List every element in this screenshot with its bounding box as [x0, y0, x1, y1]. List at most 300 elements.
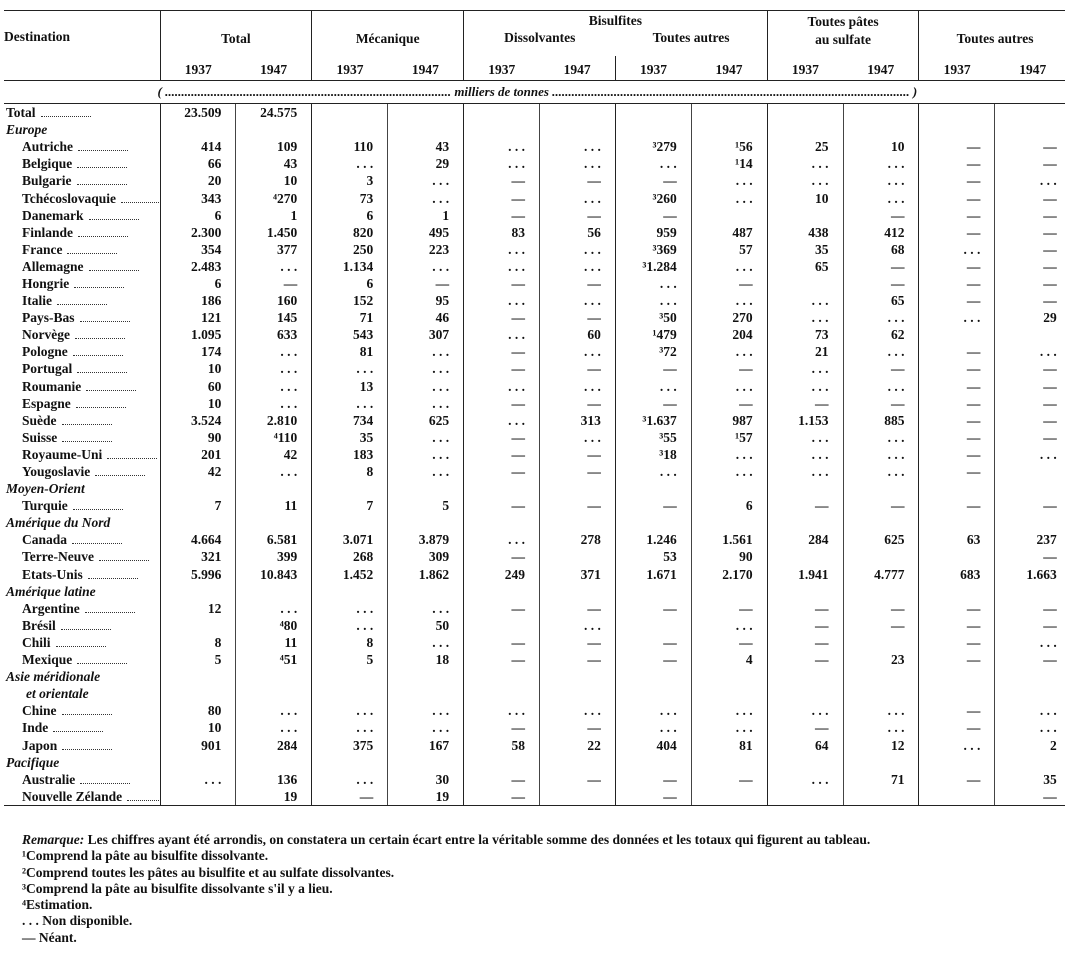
table-cell: 8	[160, 634, 236, 651]
statistics-table-container	[4, 10, 1061, 806]
remark	[4, 832, 1059, 848]
table-cell	[843, 788, 919, 805]
table-cell	[160, 754, 236, 771]
table-cell: —	[995, 548, 1065, 565]
table-cell: —	[539, 360, 615, 377]
header-toutes-autres: Toutes autres	[919, 11, 1065, 57]
table-cell: —	[767, 634, 843, 651]
unit-row: ( ........................................................................................ milliers de tonnes .............................................................................................................. )	[4, 81, 1065, 104]
table-cell: —	[995, 241, 1065, 258]
table-cell: 307	[388, 326, 464, 343]
table-row	[4, 531, 1065, 548]
row-header	[4, 480, 160, 497]
table-cell	[312, 685, 388, 702]
table-cell: —	[919, 617, 995, 634]
table-cell: ⁴270	[236, 189, 312, 206]
table-cell	[691, 207, 767, 224]
table-cell	[388, 583, 464, 600]
table-cell: . . .	[767, 292, 843, 309]
table-cell	[236, 121, 312, 138]
table-cell	[312, 514, 388, 531]
row-header	[4, 138, 160, 155]
table-cell: . . .	[388, 446, 464, 463]
table-cell: . . .	[691, 292, 767, 309]
country-name: Brésil	[22, 617, 56, 633]
dot-leader	[61, 620, 111, 630]
table-cell: 204	[691, 326, 767, 343]
table-cell: —	[843, 395, 919, 412]
table-cell	[691, 514, 767, 531]
table-row	[4, 207, 1065, 224]
table-cell: —	[767, 497, 843, 514]
table-cell: 3.879	[388, 531, 464, 548]
table-cell: —	[464, 429, 540, 446]
table-cell: 1.452	[312, 566, 388, 583]
table-cell: 309	[388, 548, 464, 565]
table-cell	[160, 514, 236, 531]
dot-leader	[41, 107, 91, 117]
table-cell: . . .	[995, 343, 1065, 360]
rule-cell	[4, 805, 160, 806]
table-row	[4, 258, 1065, 275]
table-cell	[919, 788, 995, 805]
table-cell: —	[615, 651, 691, 668]
header-bisulfites: Bisulfites	[464, 11, 768, 31]
row-header	[4, 224, 160, 241]
row-header	[4, 634, 160, 651]
table-cell: ³55	[615, 429, 691, 446]
table-cell: —	[464, 463, 540, 480]
table-cell: 12	[843, 736, 919, 753]
table-cell	[995, 754, 1065, 771]
table-cell	[767, 104, 843, 122]
table-cell: 343	[160, 189, 236, 206]
table-cell	[767, 275, 843, 292]
table-bottom-rule	[4, 805, 1065, 806]
table-cell: —	[995, 497, 1065, 514]
country-name: Terre-Neuve	[22, 549, 94, 565]
table-cell: 42	[236, 446, 312, 463]
table-cell	[919, 548, 995, 565]
table-cell: 160	[236, 292, 312, 309]
table-cell: 186	[160, 292, 236, 309]
table-cell	[464, 617, 540, 634]
table-cell: 109	[236, 138, 312, 155]
table-row	[4, 275, 1065, 292]
row-header	[4, 719, 160, 736]
country-name: Belgique	[22, 156, 73, 172]
table-cell: 53	[615, 548, 691, 565]
table-cell	[160, 480, 236, 497]
table-cell: —	[767, 395, 843, 412]
row-header	[4, 514, 160, 531]
table-cell: 6	[160, 275, 236, 292]
row-header	[4, 343, 160, 360]
rule-cell	[464, 805, 540, 806]
table-cell: ³279	[615, 138, 691, 155]
footnote-4: ⁴Estimation.	[22, 897, 93, 913]
table-cell: —	[919, 771, 995, 788]
rule-cell	[919, 805, 995, 806]
table-cell: . . .	[388, 343, 464, 360]
table-row	[4, 788, 1065, 805]
row-header	[4, 172, 160, 189]
table-cell: 10	[767, 189, 843, 206]
table-cell: —	[464, 275, 540, 292]
table-cell: 6	[312, 275, 388, 292]
table-cell: ⁴51	[236, 651, 312, 668]
table-cell: —	[995, 412, 1065, 429]
table-cell: 987	[691, 412, 767, 429]
table-cell: . . .	[843, 429, 919, 446]
table-cell: 10	[843, 138, 919, 155]
table-cell: 1.095	[160, 326, 236, 343]
table-cell: . . .	[312, 719, 388, 736]
dot-leader	[56, 637, 106, 647]
table-cell: . . .	[919, 241, 995, 258]
table-cell: ¹479	[615, 326, 691, 343]
table-cell	[919, 668, 995, 685]
table-cell: —	[464, 207, 540, 224]
table-cell: . . .	[388, 378, 464, 395]
country-name: Argentine	[22, 600, 80, 616]
table-cell	[919, 326, 995, 343]
dot-leader	[62, 415, 112, 425]
table-row	[4, 429, 1065, 446]
table-cell	[919, 121, 995, 138]
table-cell: 10	[160, 360, 236, 377]
table-cell: 487	[691, 224, 767, 241]
table-cell: . . .	[388, 702, 464, 719]
legend-nil: — Néant.	[22, 929, 77, 945]
header-year: 1947	[388, 56, 464, 81]
table-cell: . . .	[767, 172, 843, 189]
table-cell: 23.509	[160, 104, 236, 122]
dot-leader	[107, 449, 157, 459]
table-cell: —	[464, 360, 540, 377]
table-cell	[539, 514, 615, 531]
table-cell: 313	[539, 412, 615, 429]
table-cell: 12	[160, 600, 236, 617]
table-cell	[843, 668, 919, 685]
table-cell: 284	[236, 736, 312, 753]
table-cell: . . .	[767, 378, 843, 395]
table-cell: —	[539, 446, 615, 463]
table-cell: . . .	[312, 155, 388, 172]
table-cell	[843, 548, 919, 565]
country-name: Suisse	[22, 429, 58, 445]
table-cell: ¹56	[691, 138, 767, 155]
table-cell: . . .	[464, 155, 540, 172]
table-row	[4, 736, 1065, 753]
table-cell: —	[539, 719, 615, 736]
table-cell: . . .	[388, 360, 464, 377]
table-cell: 121	[160, 309, 236, 326]
dot-leader	[62, 705, 112, 715]
table-cell: 60	[160, 378, 236, 395]
table-cell	[236, 685, 312, 702]
table-cell: —	[539, 497, 615, 514]
table-cell: 3	[312, 172, 388, 189]
table-cell: . . .	[691, 463, 767, 480]
table-cell: —	[919, 378, 995, 395]
table-cell: 354	[160, 241, 236, 258]
table-cell: 46	[388, 309, 464, 326]
table-cell: . . .	[236, 719, 312, 736]
table-cell	[464, 480, 540, 497]
dot-leader	[74, 278, 124, 288]
table-cell	[539, 583, 615, 600]
table-cell: —	[919, 395, 995, 412]
table-cell	[615, 480, 691, 497]
table-cell: 81	[312, 343, 388, 360]
table-cell: —	[691, 395, 767, 412]
country-name: Danemark	[22, 207, 84, 223]
table-cell	[691, 583, 767, 600]
table-cell: 30	[388, 771, 464, 788]
table-cell: . . .	[236, 702, 312, 719]
table-cell: 5	[388, 497, 464, 514]
header-year: 1937	[464, 56, 540, 81]
table-cell: ³260	[615, 189, 691, 206]
table-cell: 6	[312, 207, 388, 224]
table-row	[4, 651, 1065, 668]
table-cell: . . .	[539, 378, 615, 395]
table-cell	[995, 668, 1065, 685]
table-cell: 1	[388, 207, 464, 224]
country-name: Allemagne	[22, 258, 84, 274]
table-row	[4, 155, 1065, 172]
country-name: Espagne	[22, 395, 71, 411]
table-cell: 633	[236, 326, 312, 343]
dot-leader	[57, 295, 107, 305]
table-cell: —	[464, 497, 540, 514]
table-cell: . . .	[767, 309, 843, 326]
table-row	[4, 634, 1065, 651]
table-cell: . . .	[464, 258, 540, 275]
table-cell	[388, 668, 464, 685]
table-cell: 1.561	[691, 531, 767, 548]
table-cell: —	[995, 292, 1065, 309]
header-year: 1947	[995, 56, 1065, 81]
table-cell	[388, 104, 464, 122]
table-cell: 3.524	[160, 412, 236, 429]
table-cell	[312, 480, 388, 497]
table-cell: 11	[236, 634, 312, 651]
table-row	[4, 172, 1065, 189]
dot-leader	[77, 363, 127, 373]
dot-leader	[85, 603, 135, 613]
rule-cell	[767, 805, 843, 806]
row-header	[4, 702, 160, 719]
table-cell: 19	[388, 788, 464, 805]
table-cell: 1.153	[767, 412, 843, 429]
table-cell: 60	[539, 326, 615, 343]
table-cell	[539, 121, 615, 138]
table-cell	[767, 583, 843, 600]
table-cell: 66	[160, 155, 236, 172]
table-cell: —	[919, 138, 995, 155]
table-cell: —	[995, 207, 1065, 224]
table-cell: 81	[691, 736, 767, 753]
table-cell	[160, 583, 236, 600]
row-label: Asie méridionale	[6, 669, 101, 685]
row-label: Amérique du Nord	[6, 515, 111, 531]
table-cell	[615, 617, 691, 634]
table-cell: . . .	[767, 155, 843, 172]
country-name: Turquie	[22, 498, 68, 514]
table-cell: . . .	[615, 719, 691, 736]
table-cell	[767, 754, 843, 771]
table-cell: . . .	[691, 343, 767, 360]
table-row	[4, 617, 1065, 634]
table-cell: . . .	[767, 771, 843, 788]
table-cell: . . .	[539, 155, 615, 172]
header-sulfate	[767, 11, 919, 57]
table-cell: . . .	[691, 258, 767, 275]
table-cell: 4.664	[160, 531, 236, 548]
table-cell: 1.663	[995, 566, 1065, 583]
header-sulfate-line1: Toutes pâtes	[807, 14, 879, 29]
table-cell: —	[919, 292, 995, 309]
table-cell: 1.450	[236, 224, 312, 241]
table-cell: . . .	[539, 617, 615, 634]
table-cell: 24.575	[236, 104, 312, 122]
table-cell: 43	[388, 138, 464, 155]
table-cell: 183	[312, 446, 388, 463]
row-header	[4, 378, 160, 395]
table-cell: ³50	[615, 309, 691, 326]
header-year: 1947	[691, 56, 767, 81]
table-cell	[464, 754, 540, 771]
table-cell: —	[919, 189, 995, 206]
table-cell: . . .	[767, 463, 843, 480]
table-cell: 223	[388, 241, 464, 258]
table-cell: 10	[160, 719, 236, 736]
table-cell	[312, 668, 388, 685]
table-cell: . . .	[691, 378, 767, 395]
table-cell: . . .	[843, 719, 919, 736]
table-cell: . . .	[539, 702, 615, 719]
table-cell: 278	[539, 531, 615, 548]
table-cell: . . .	[615, 275, 691, 292]
table-cell: . . .	[691, 189, 767, 206]
table-cell: . . .	[312, 617, 388, 634]
table-cell: —	[615, 207, 691, 224]
table-cell	[767, 514, 843, 531]
country-name: Yougoslavie	[22, 464, 91, 480]
table-row	[4, 719, 1065, 736]
header-year: 1947	[539, 56, 615, 81]
table-row	[4, 138, 1065, 155]
dot-leader	[78, 227, 128, 237]
table-cell: . . .	[767, 429, 843, 446]
table-cell: . . .	[843, 446, 919, 463]
table-cell: . . .	[236, 360, 312, 377]
table-cell: 10	[160, 395, 236, 412]
row-header	[4, 360, 160, 377]
country-name: Japon	[22, 737, 58, 753]
dot-leader	[89, 210, 139, 220]
table-cell: . . .	[767, 702, 843, 719]
header-destination: Destination	[4, 29, 71, 44]
table-cell: 1.671	[615, 566, 691, 583]
table-cell: —	[995, 429, 1065, 446]
table-cell	[615, 754, 691, 771]
table-cell: —	[843, 207, 919, 224]
table-cell: —	[615, 395, 691, 412]
table-cell: . . .	[236, 258, 312, 275]
country-name: France	[22, 241, 63, 257]
dot-leader	[86, 381, 136, 391]
table-cell: . . .	[312, 360, 388, 377]
rule-cell	[539, 805, 615, 806]
table-cell: 399	[236, 548, 312, 565]
row-header	[4, 189, 160, 206]
table-cell	[691, 480, 767, 497]
table-cell: —	[464, 771, 540, 788]
table-cell: . . .	[691, 719, 767, 736]
table-cell: —	[464, 395, 540, 412]
table-cell: —	[615, 172, 691, 189]
country-name: Bulgarie	[22, 173, 72, 189]
table-cell: —	[843, 617, 919, 634]
table-cell: —	[919, 446, 995, 463]
table-cell	[691, 754, 767, 771]
table-cell: —	[843, 360, 919, 377]
row-header	[4, 685, 160, 702]
table-cell: —	[995, 258, 1065, 275]
table-cell: 110	[312, 138, 388, 155]
country-name: Mexique	[22, 652, 73, 668]
table-cell: 19	[236, 788, 312, 805]
table-cell: . . .	[843, 378, 919, 395]
row-header	[4, 651, 160, 668]
table-cell: 1	[236, 207, 312, 224]
table-cell: 683	[919, 566, 995, 583]
table-cell: —	[919, 224, 995, 241]
row-header	[4, 121, 160, 138]
table-cell: 6	[691, 497, 767, 514]
dot-leader	[76, 398, 126, 408]
table-cell: 625	[843, 531, 919, 548]
dot-leader	[99, 551, 149, 561]
table-cell: . . .	[995, 172, 1065, 189]
footnote-3: ³Comprend la pâte au bisulfite dissolvante s'il y a lieu.	[22, 880, 333, 896]
table-cell: 29	[995, 309, 1065, 326]
table-cell: 820	[312, 224, 388, 241]
table-cell: 4.777	[843, 566, 919, 583]
region-row	[4, 668, 1065, 685]
table-cell: —	[464, 651, 540, 668]
row-header	[4, 104, 160, 122]
header-mecanique: Mécanique	[312, 11, 464, 57]
table-cell: 4	[691, 651, 767, 668]
row-header	[4, 463, 160, 480]
row-header	[4, 736, 160, 753]
table-cell: 42	[160, 463, 236, 480]
table-cell: 2	[995, 736, 1065, 753]
table-cell: —	[995, 395, 1065, 412]
table-cell	[160, 121, 236, 138]
table-cell: —	[615, 634, 691, 651]
row-header	[4, 754, 160, 771]
country-name: Inde	[22, 720, 49, 736]
row-header	[4, 583, 160, 600]
table-cell: 152	[312, 292, 388, 309]
table-cell	[236, 480, 312, 497]
region-row	[4, 121, 1065, 138]
